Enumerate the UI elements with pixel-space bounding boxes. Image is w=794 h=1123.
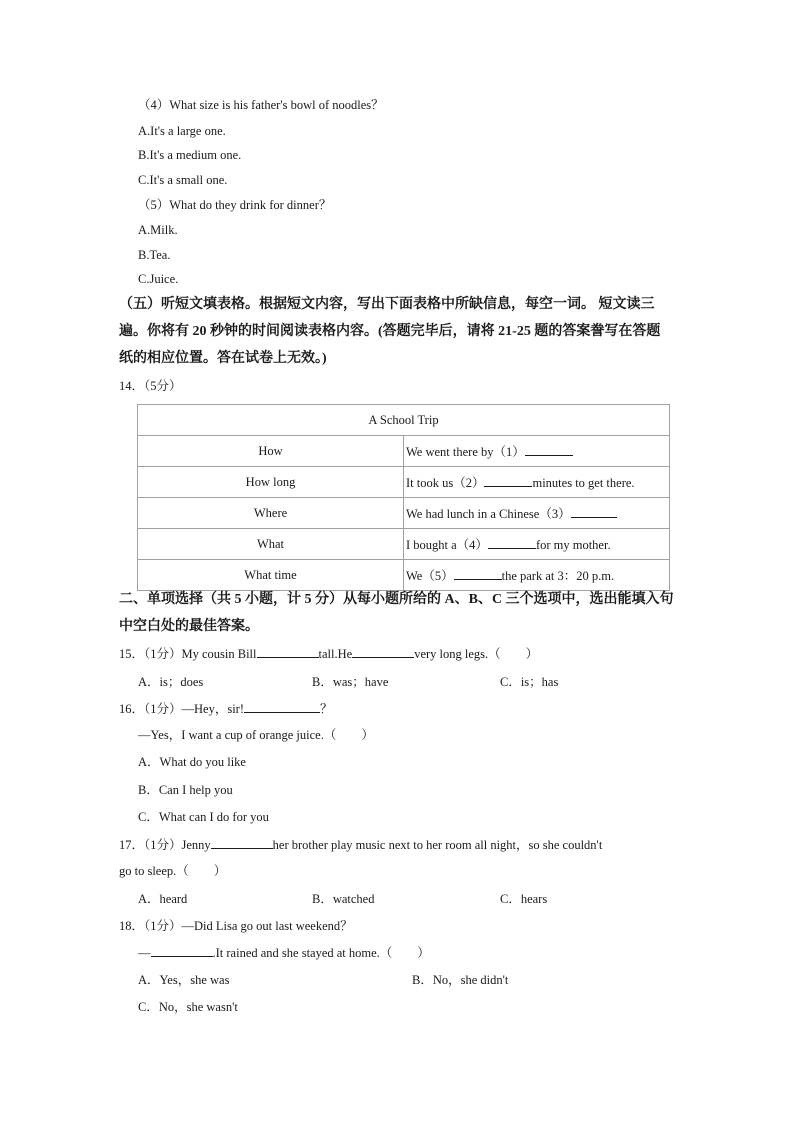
answer-blank[interactable] (211, 836, 273, 849)
row-value: We had lunch in a Chinese（3） (404, 498, 670, 529)
question-13-5: （5）What do they drink for dinner？ (138, 198, 332, 212)
table-row (138, 560, 670, 591)
option-b: B．was；have (312, 675, 389, 689)
option-b: B．Can I help you (138, 783, 233, 797)
section-5-instruction-line1: （五）听短文填表格。根据短文内容，写出下面表格中所缺信息，每空一词。 短文读三 (119, 297, 655, 312)
table-row (138, 467, 670, 498)
question-16-reply: —Yes，I want a cup of orange juice.（ ） (138, 728, 374, 742)
question-14-label: 14．（5分） (119, 379, 182, 393)
answer-blank[interactable] (525, 443, 573, 456)
option-a: A.It's a large one. (138, 124, 226, 138)
option-c: C．What can I do for you (138, 810, 269, 824)
answer-blank[interactable] (484, 474, 532, 487)
table-row (138, 436, 670, 467)
option-c: C．No，she wasn't (138, 1000, 238, 1014)
answer-blank[interactable] (488, 536, 536, 549)
table-row (138, 498, 670, 529)
question-18: 18．（1分）—Did Lisa go out last weekend？ (119, 919, 353, 933)
row-key: Where (138, 498, 404, 529)
row-key: What (138, 529, 404, 560)
row-value: We went there by（1） (404, 436, 670, 467)
section-5-instruction-line2: 遍。你将有 20 秒钟的时间阅读表格内容。(答题完毕后，请将 21-25 题的答案誊写在答题 (119, 324, 661, 339)
option-a: A.Milk. (138, 223, 178, 237)
question-17: 17．（1分）Jenny her brother play music next to her room all night，so she couldn't (119, 838, 603, 852)
answer-blank[interactable] (151, 944, 213, 957)
option-a: A．What do you like (138, 755, 246, 769)
table-title: A School Trip (138, 405, 670, 436)
option-c: C.It's a small one. (138, 173, 228, 187)
answer-blank[interactable] (454, 567, 502, 580)
answer-blank[interactable] (257, 645, 319, 658)
answer-blank[interactable] (352, 645, 414, 658)
answer-blank[interactable] (244, 700, 320, 713)
section-2-instruction-line1: 二、单项选择（共 5 小题，计 5 分）从每小题所给的 A、B、C 三个选项中，选出能填入句 (119, 592, 674, 607)
option-c: C．hears (500, 892, 548, 906)
question-13-4: （4）What size is his father's bowl of noodles？ (138, 98, 384, 112)
option-a: A．heard (138, 892, 188, 906)
option-c: C．is；has (500, 675, 559, 689)
row-value: We（5） the park at 3：20 p.m. (404, 560, 670, 591)
option-b: B．watched (312, 892, 375, 906)
row-value: I bought a（4） for my mother. (404, 529, 670, 560)
row-key: What time (138, 560, 404, 591)
question-17-line2: go to sleep.（ ） (119, 864, 227, 878)
section-2-instruction-line2: 中空白处的最佳答案。 (119, 619, 259, 634)
row-key: How long (138, 467, 404, 498)
option-b: B.Tea. (138, 248, 171, 262)
school-trip-table (137, 404, 670, 591)
section-5-instruction-line3: 纸的相应位置。答在试卷上无效。) (119, 351, 327, 366)
option-b: B.It's a medium one. (138, 148, 242, 162)
answer-blank[interactable] (571, 505, 617, 518)
question-18-reply: — .It rained and she stayed at home.（ ） (138, 946, 430, 960)
table-row (138, 529, 670, 560)
option-a: A．Yes，she was (138, 973, 230, 987)
row-value: It took us（2） minutes to get there. (404, 467, 670, 498)
option-b: B．No，she didn't (412, 973, 509, 987)
option-a: A．is；does (138, 675, 204, 689)
option-c: C.Juice. (138, 272, 179, 286)
row-key: How (138, 436, 404, 467)
question-16: 16．（1分）—Hey，sir! ？ (119, 702, 333, 716)
question-15: 15．（1分）My cousin Bill tall.He very long legs.（ ） (119, 647, 539, 661)
